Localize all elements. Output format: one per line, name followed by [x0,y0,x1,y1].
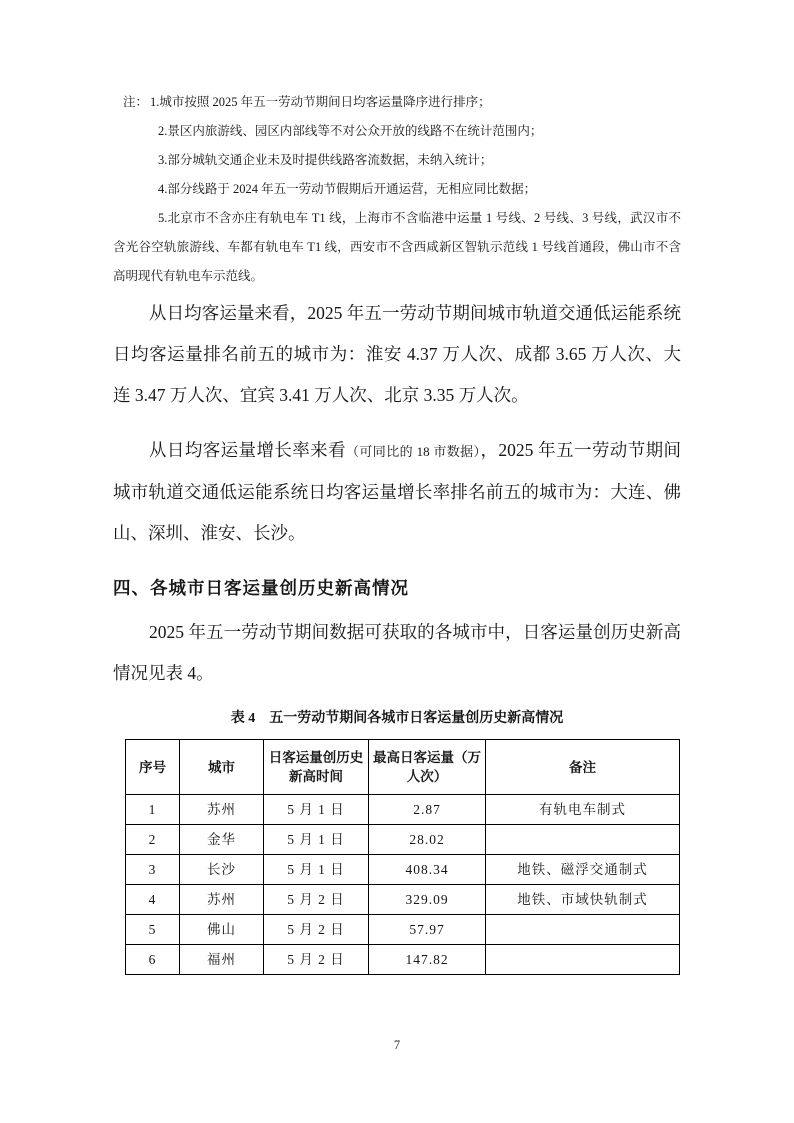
notes-block [113,88,681,291]
cell-city: 福州 [180,945,264,975]
table-header-row [126,740,680,795]
growth-rate-parenthetical: （可同比的 18 市数据） [345,444,481,459]
cell-date: 5 月 2 日 [264,885,369,915]
cell-date: 5 月 2 日 [264,915,369,945]
cell-no: 2 [126,825,180,855]
paragraph-growth-rate-top5 [113,430,681,554]
cell-value: 2.87 [369,795,486,825]
cell-remark: 有轨电车制式 [486,795,680,825]
cell-city: 苏州 [180,795,264,825]
cell-remark [486,945,680,975]
growth-rate-text-before: 从日均客运量增长率来看 [149,440,346,460]
header-cell-remark: 备注 [486,740,680,795]
header-cell-no: 序号 [126,740,180,795]
note-item-3: 3.部分城轨交通企业未及时提供线路客流数据，未纳入统计； [158,153,493,167]
header-cell-value: 最高日客运量（万人次） [369,740,486,795]
table-row [126,825,680,855]
table-row [126,855,680,885]
cell-remark [486,825,680,855]
cell-no: 1 [126,795,180,825]
table-row [126,795,680,825]
cell-date: 5 月 1 日 [264,855,369,885]
cell-value: 329.09 [369,885,486,915]
header-cell-date: 日客运量创历史新高时间 [264,740,369,795]
table-row [126,915,680,945]
paragraph-table-intro: 2025 年五一劳动节期间数据可获取的各城市中，日客运量创历史新高情况见表 4。 [113,622,681,683]
paragraph-daily-ridership-top5: 从日均客运量来看，2025 年五一劳动节期间城市轨道交通低运能系统日均客运量排名前五的城市为：淮安 4.37 万人次、成都 3.65 万人次、大连 3.47 万人次、宜宾 3.41 万人次、北京 3.35 万人次。 [113,303,681,405]
page-number: 7 [393,1038,401,1052]
growth-rate-text-after: ，2025 年五一劳动节期间城市轨道交通低运能系统日均客运量增长率排名前五的城市为：大连、佛山、深圳、淮安、长沙。 [113,440,682,543]
cell-value: 408.34 [369,855,486,885]
cell-date: 5 月 2 日 [264,945,369,975]
table-row [126,885,680,915]
cell-date: 5 月 1 日 [264,795,369,825]
cell-city: 佛山 [180,915,264,945]
cell-value: 57.97 [369,915,486,945]
notes-label: 注： [123,95,149,109]
note-item-1-text: 1.城市按照 2025 年五一劳动节期间日均客运量降序进行排序； [150,95,491,109]
cell-no: 4 [126,885,180,915]
page-content [113,88,681,975]
cell-no: 5 [126,915,180,945]
cell-no: 6 [126,945,180,975]
cell-city: 苏州 [180,885,264,915]
table-caption-label: 表 4 [230,711,256,726]
note-item-1 [113,88,681,117]
cell-city: 金华 [180,825,264,855]
header-cell-city: 城市 [180,740,264,795]
cell-value: 28.02 [369,825,486,855]
note-item-5: 5.北京市不含亦庄有轨电车 T1 线，上海市不含临港中运量 1 号线、2 号线、3 号线，武汉市不含光谷空轨旅游线、车都有轨电车 T1 线，西安市不含西咸新区智轨示范线 1 号线首通段，佛山市不含高明现代有轨电车示范线。 [113,211,681,283]
cell-remark: 地铁、磁浮交通制式 [486,855,680,885]
cell-city: 长沙 [180,855,264,885]
cell-no: 3 [126,855,180,885]
cell-date: 5 月 1 日 [264,825,369,855]
table-row [126,945,680,975]
cell-value: 147.82 [369,945,486,975]
table-caption [113,708,681,730]
note-item-4: 4.部分线路于 2024 年五一劳动节假期后开通运营，无相应同比数据； [158,182,537,196]
section-heading-record-high: 四、各城市日客运量创历史新高情况 [113,578,409,598]
table-caption-title: 五一劳动节期间各城市日客运量创历史新高情况 [269,711,564,726]
record-high-table [125,739,680,975]
cell-remark: 地铁、市域快轨制式 [486,885,680,915]
note-item-2: 2.景区内旅游线、园区内部线等不对公众开放的线路不在统计范围内； [158,124,543,138]
cell-remark [486,915,680,945]
